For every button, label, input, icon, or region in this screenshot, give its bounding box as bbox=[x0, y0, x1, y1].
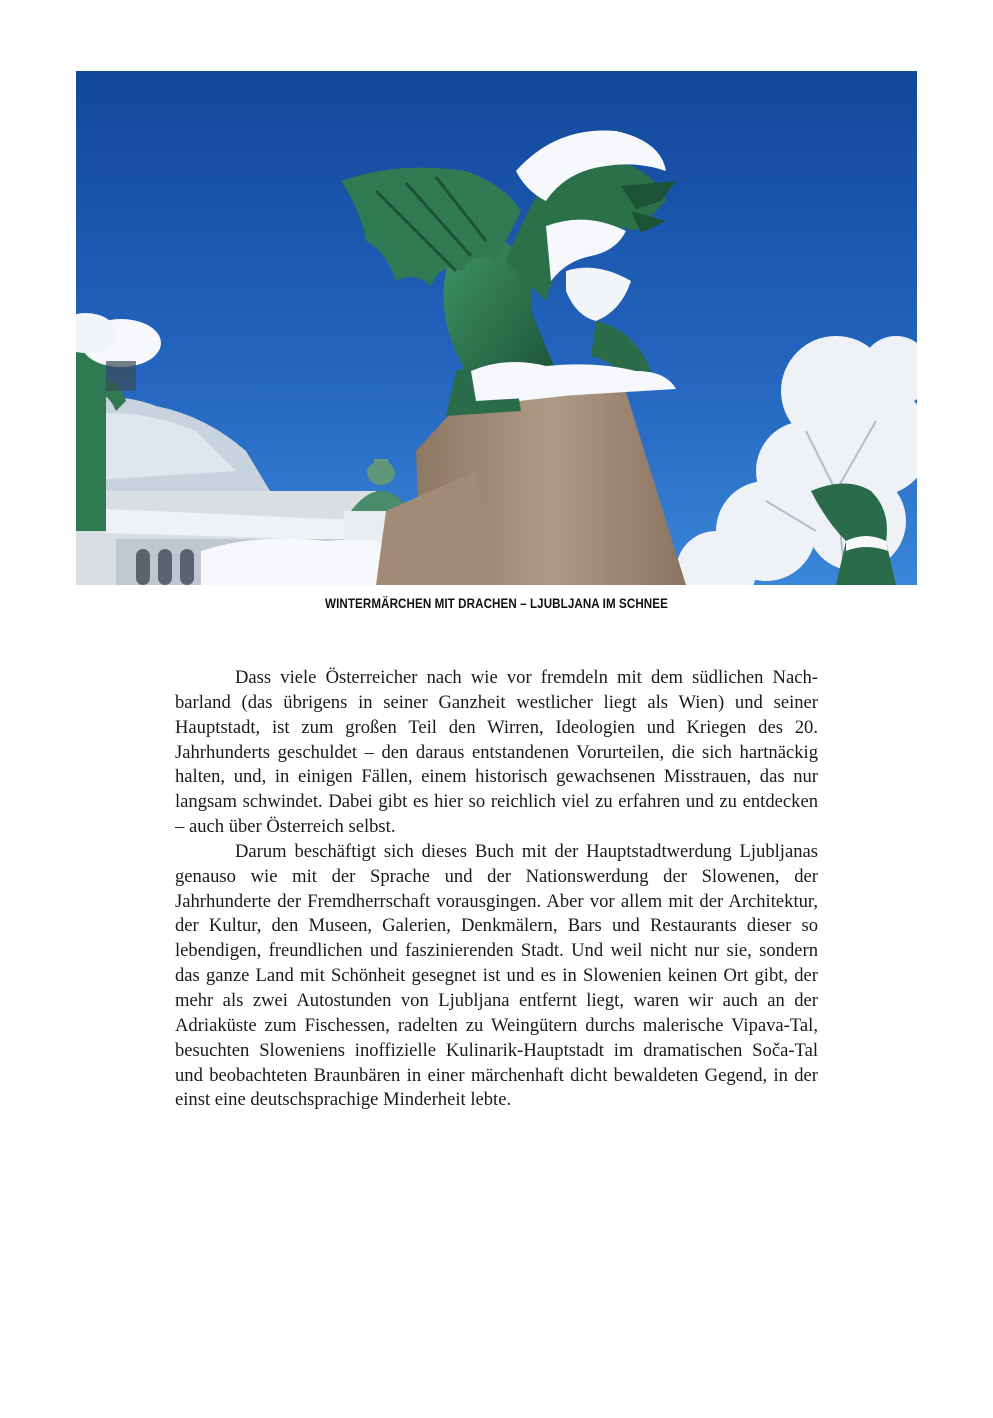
photo-caption: WINTERMÄRCHEN MIT DRACHEN – LJUBLJANA IM SCHNEE bbox=[325, 596, 668, 611]
body-text bbox=[175, 666, 818, 1113]
paragraph-2: Darum beschäftigt sich dieses Buch mit der Hauptstadtwerdung Ljubljanas genauso wie mit der Sprache und der Nationswerdung der Slowenen, der Jahrhunderte der Fremdherrschaft vorausgingen. Aber vor allem mit der Architektur, der Kultur, den Museen, Galerien, Denkmälern, Bars und Restaurants dieser so lebendigen, freundlichen und faszinierenden Stadt. Und weil nicht nur sie, sondern das ganze Land mit Schönheit gesegnet ist und es in Slowenien keinen Ort gibt, der mehr als zwei Autostunden von Ljubljana entfernt liegt, waren wir auch an der Adriaküste zum Fischessen, radelten zu Weingütern durchs malerische Vipava-Tal, besuchten Sloweniens inoffizielle Kulinarik-Hauptstadt im dramatischen Soča-Tal und beobachteten Braunbären in einer märchenhaft dicht bewaldeten Gegend, in der einst eine deutschsprachige Minderheit lebte. bbox=[175, 840, 818, 1111]
paragraph-1: Dass viele Österreicher nach wie vor fremdeln mit dem südlichen Nachbarland (das übrigens in seiner Ganzheit westlicher liegt als Wien) und seiner Hauptstadt, ist zum großen Teil den Wirren, Ideologien und Kriegen des 20. Jahrhunderts geschuldet – den daraus entstandenen Vorurteilen, die sich hartnäckig halten, und, in einigen Fällen, einem historisch gewachsenen Misstrauen, das nur langsam schwindet. Dabei gibt es hier so reichlich viel zu erfahren und zu entdecken – auch über Österreich selbst. bbox=[175, 667, 818, 838]
dragon-statue-photo bbox=[76, 71, 917, 585]
